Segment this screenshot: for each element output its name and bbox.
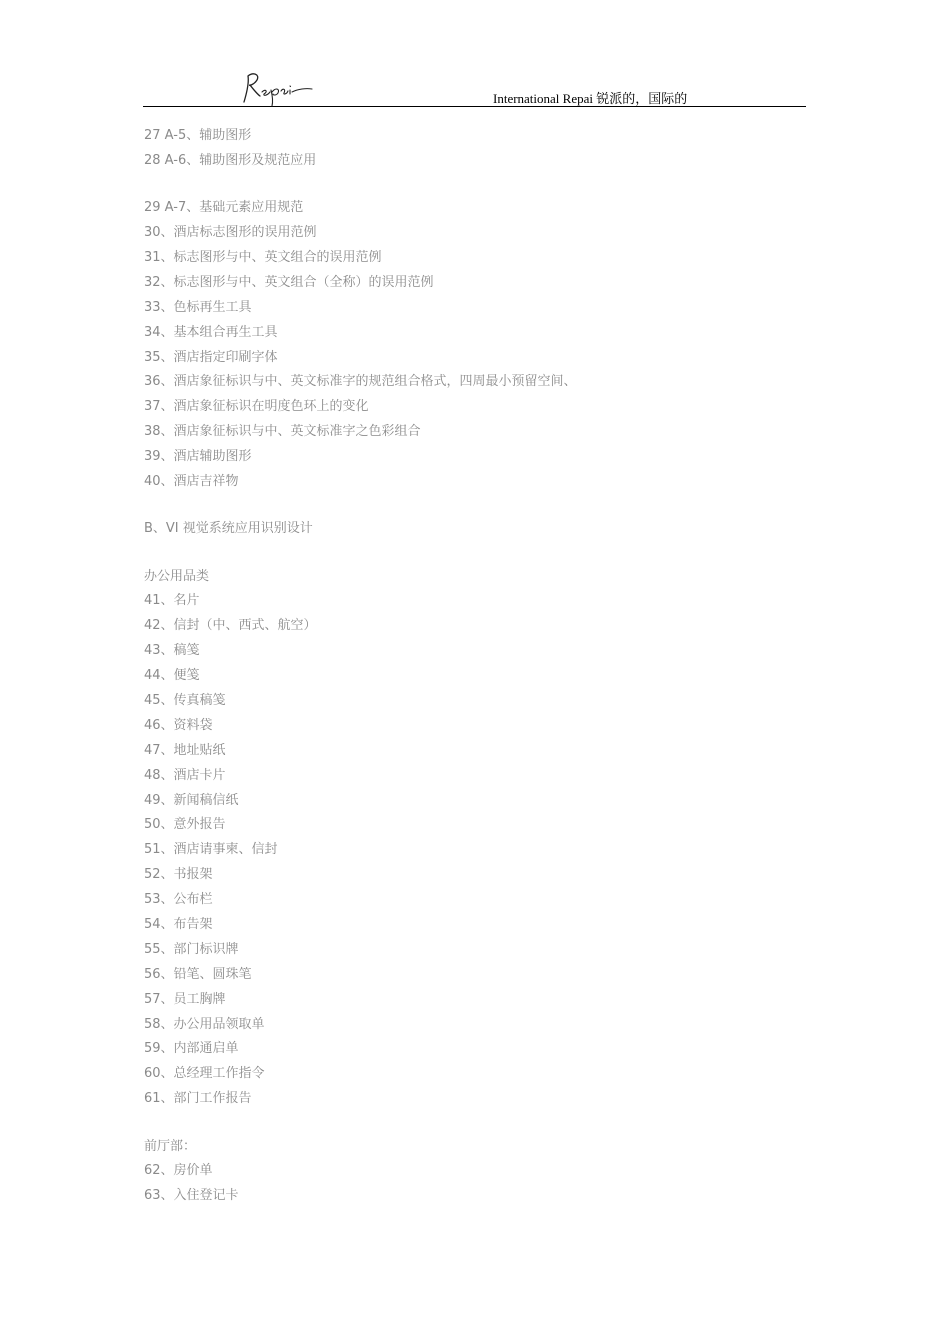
list-item: 53、公布栏 [144,892,213,908]
list-item: 44、便笺 [144,668,200,684]
list-item: 63、入住登记卡 [144,1188,239,1204]
list-item: 61、部门工作报告 [144,1091,252,1107]
list-item: 37、酒店象征标识在明度色环上的变化 [144,399,369,415]
list-item: 28 A-6、辅助图形及规范应用 [144,152,317,168]
list-item: 27 A-5、辅助图形 [144,128,252,143]
list-item: 43、稿笺 [144,643,200,659]
list-item: 前厅部： [144,1138,197,1154]
list-item: 60、总经理工作指令 [144,1066,265,1082]
list-item: 46、资料袋 [144,717,213,733]
list-item: 55、部门标识牌 [144,941,239,957]
list-item: 48、酒店卡片 [144,767,226,783]
list-item: 47、地址贴纸 [144,742,226,758]
list-item: 45、传真稿笺 [144,692,226,708]
list-item: 32、标志图形与中、英文组合（全称）的误用范例 [144,274,434,290]
list-item: 36、酒店象征标识与中、英文标准字的规范组合格式，四周最小预留空间、 [144,374,577,390]
list-item: 57、员工胸牌 [144,991,226,1007]
repai-signature-logo [238,68,318,108]
list-item: 40、酒店吉祥物 [144,473,239,489]
list-item: 35、酒店指定印刷字体 [144,349,278,365]
document-body [144,124,804,1209]
list-item: 30、酒店标志图形的误用范例 [144,225,317,241]
list-item: 41、名片 [144,593,200,609]
list-item: 29 A-7、基础元素应用规范 [144,200,304,216]
list-item: 办公用品类 [144,568,210,584]
list-item: 31、标志图形与中、英文组合的误用范例 [144,249,382,265]
page-header [143,62,806,107]
list-item: 33、色标再生工具 [144,299,252,315]
list-item: 42、信封（中、西式、航空） [144,618,317,634]
list-item: 52、书报架 [144,867,213,883]
list-item: 49、新闻稿信纸 [144,792,239,808]
list-item: 34、基本组合再生工具 [144,324,278,340]
header-tagline: International Repai 锐派的，国际的 [493,91,688,106]
list-item: 59、内部通启单 [144,1041,239,1057]
list-item: 51、酒店请事柬、信封 [144,842,278,858]
list-item: 38、酒店象征标识与中、英文标准字之色彩组合 [144,424,421,440]
list-item: 39、酒店辅助图形 [144,449,252,465]
list-item: 62、房价单 [144,1163,213,1179]
list-item: 58、办公用品领取单 [144,1016,265,1032]
list-item: B、VI 视觉系统应用识别设计 [144,521,313,537]
list-item: 54、布告架 [144,917,213,932]
list-item: 56、铅笔、圆珠笔 [144,966,252,982]
list-item: 50、意外报告 [144,817,226,833]
